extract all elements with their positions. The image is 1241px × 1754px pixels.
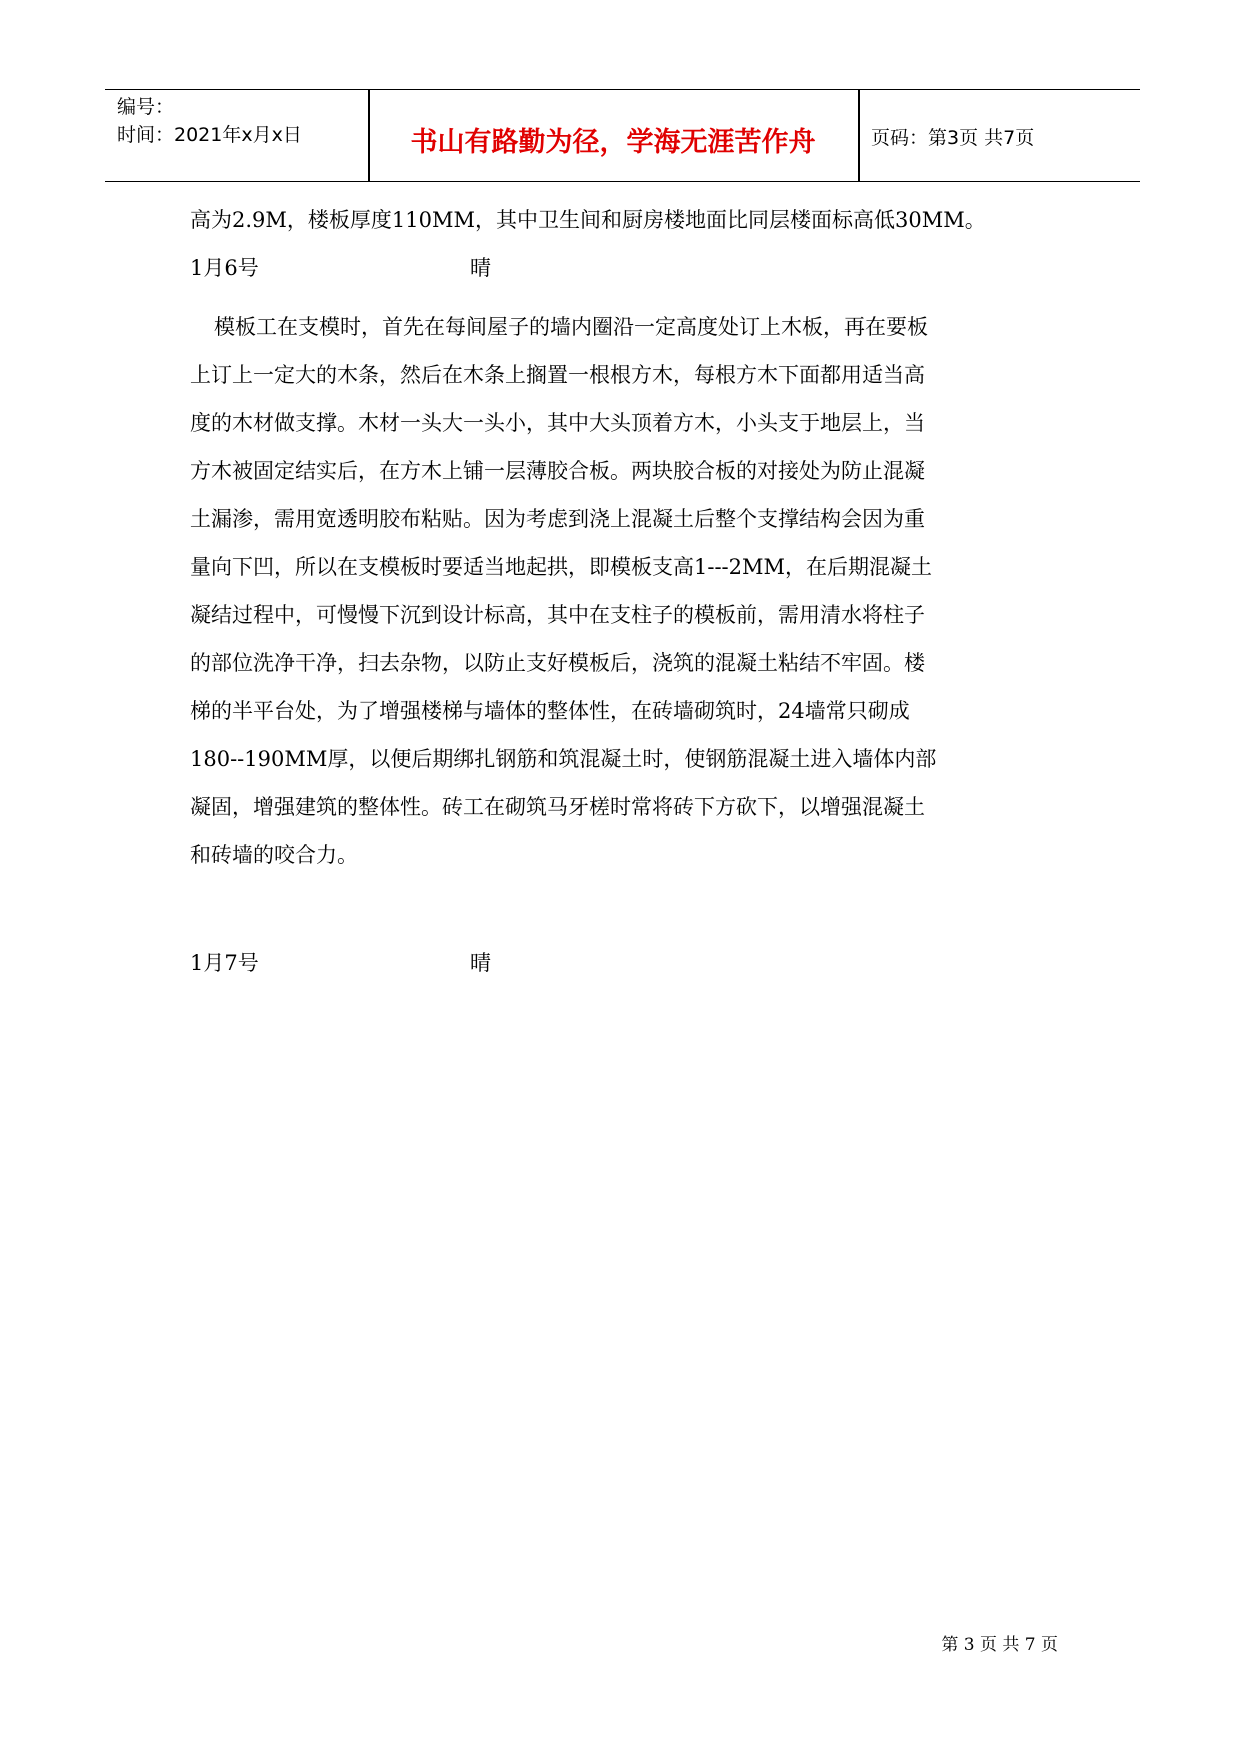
- body-line: 高为2.9M，楼板厚度110MM，其中卫生间和厨房楼地面比同层楼面标高低30MM。: [190, 208, 986, 232]
- paragraph-line: 模板工在支模时，首先在每间屋子的墙内圈沿一定高度处订上木板，再在要板: [214, 315, 928, 339]
- page-header: [105, 89, 1140, 182]
- paragraph-line: 土漏渗，需用宽透明胶布粘贴。因为考虑到浇上混凝土后整个支撑结构会因为重: [190, 507, 925, 531]
- paragraph-line: 上订上一定大的木条，然后在木条上搁置一根根方木，每根方木下面都用适当高: [190, 363, 925, 387]
- paragraph-line: 凝固，增强建筑的整体性。砖工在砌筑马牙槎时常将砖下方砍下，以增强混凝土: [190, 795, 925, 819]
- entry-weather: 晴: [470, 256, 491, 280]
- paragraph-line: 180--190MM厚，以便后期绑扎钢筋和筑混凝土时，使钢筋混凝土进入墙体内部: [190, 747, 937, 771]
- document-time-label: 时间：2021年x月x日: [117, 124, 302, 146]
- paragraph-line: 量向下凹，所以在支模板时要适当地起拱，即模板支高1---2MM，在后期混凝土: [190, 555, 933, 579]
- page-footer: 第 3 页 共 7 页: [941, 1635, 1058, 1655]
- document-number-label: 编号：: [117, 96, 175, 118]
- paragraph-line: 和砖墙的咬合力。: [190, 843, 358, 867]
- paragraph-line: 度的木材做支撑。木材一头大一头小，其中大头顶着方木，小头支于地层上，当: [190, 411, 925, 435]
- paragraph-line: 方木被固定结实后，在方木上铺一层薄胶合板。两块胶合板的对接处为防止混凝: [190, 459, 925, 483]
- diary-entry-header: [190, 253, 590, 283]
- paragraph-line: 梯的半平台处，为了增强楼梯与墙体的整体性，在砖墙砌筑时，24墙常只砌成: [190, 699, 910, 723]
- diary-entry-header: [190, 948, 590, 978]
- entry-date: 1月7号: [190, 951, 259, 975]
- entry-date: 1月6号: [190, 256, 259, 280]
- header-slogan: 书山有路勤为径，学海无涯苦作舟: [410, 127, 816, 158]
- header-divider: [858, 90, 860, 181]
- paragraph-line: 凝结过程中，可慢慢下沉到设计标高，其中在支柱子的模板前，需用清水将柱子: [190, 603, 925, 627]
- header-page-label: 页码：第3页 共7页: [871, 127, 1035, 149]
- entry-weather: 晴: [470, 951, 491, 975]
- paragraph-line: 的部位洗净干净，扫去杂物，以防止支好模板后，浇筑的混凝土粘结不牢固。楼: [190, 651, 925, 675]
